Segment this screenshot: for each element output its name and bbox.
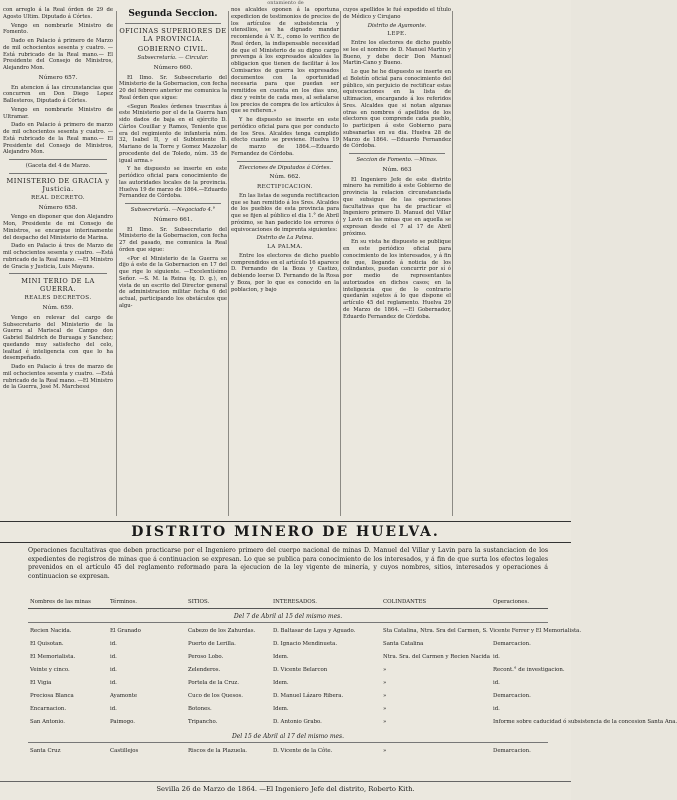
column-rule [452,11,453,516]
table-cell: D. Vicente de la Côte. [273,748,333,754]
paragraph: Dado en Palacio á tres de marzo de mil ochocientos sesenta y cuatro. —Está rubricado de la Real mano. —El Ministro de la Guerra, José M. Marchessi [3,364,113,391]
table-cell: » [383,667,387,673]
divider [9,159,107,160]
subsection-heading: Subsecretaría. —Negociado 4.° [130,207,216,213]
table-cell: Encarnacion. [30,706,67,712]
header-cell: Operaciones. [493,599,529,605]
table-cell: Santa Catalina [383,641,424,647]
table-cell: » [383,719,387,725]
paragraph: «Segun Reales órdenes trascritas á este Ministerio por el de la Guerra han sido dados de baja en el ejército D. Cárlos Couillar y Ramos, Teniente que era del regimiento de infantería núm. 32, Isabel II, y el Subteniente D. Mariano de la Torre y Gomez Mazzolar procedente del de Toledo, núm. 35 de igual arma.» [119,103,227,164]
table-cell: Portela de la Cruz. [188,680,239,686]
table-header [28,596,548,609]
decree-number: Número 657. [38,74,78,81]
paragraph: Y he dispuesto se inserte en este periódico oficial para que por conducto de los Sres. Alcaldes tenga cumplido efecto cuanto se previene. Huelva 19 de marzo de 1864.—Eduardo Fernandez de Córdoba. [231,117,339,157]
table-row [28,746,548,756]
decree-number: Número 658. [38,204,78,211]
paragraph: «Por el Ministerio de la Guerra se dijo á este de la Gobernacion en 17 del que rige lo siguiente. —Excelentísimo Señor. —S. M. la Reina (q. D. g.), en vista de un escrito del Director general de administracion militar fecha 6 del actual, participando los obstáculos que algu- [119,255,227,309]
table-cell: Castillejos [110,748,139,754]
table-row [28,665,565,675]
table-cell: Demarcacion. [493,748,531,754]
table-cell: El Vigia [30,680,52,686]
table-cell: El Quisotan. [30,641,64,647]
town-heading: LEPE. [387,31,407,38]
paragraph: El Ingeniero Jefe de este distrito minero ha remitido á este Gobierno de provincia la relacion circunstanciada que subsigue de las operaciones facultativas que ha de practicar el Ingeniero primero D. Manuel del Villar y Lavin en las minas que en aquella se expresan desde el 7 al 17 de Abril próximo. [343,176,451,237]
table-cell: id. [110,680,117,686]
table-cell: Preciosa Blanca [30,693,74,699]
table-cell: » [383,748,387,754]
paragraph: Vengo en nombrarle Ministro de Fomento. [3,22,113,36]
table-cell: El Memorialista. [30,654,76,660]
table-row [28,704,548,714]
subsection-heading: Elecciones de Diputados á Córtes. [239,164,331,171]
footer-signature: Sevilla 26 de Marzo de 1864. —El Ingeniero Jefe del distrito, Roberto Kith. [0,781,571,794]
table-cell: Zelenderos. [188,667,221,673]
header-cell: SITIOS. [188,599,210,605]
table-row [28,717,677,727]
table-cell: Puerto de Lerilla. [188,641,236,647]
column-1 [3,7,113,520]
table-cell: Recien Nacida. [30,628,72,634]
table-cell: » [383,693,387,699]
column-4 [343,7,451,520]
table-cell: Paimogo. [110,719,135,725]
paragraph: Dado en Palacio á primero de Marzo de mil ochocientos sesenta y cuatro. —Está rubricado de la Real mano.— El Presidente del Consejo de Ministros, Alejandro Mon. [3,38,113,71]
paragraph: En las listas de segunda rectificacion que se han remitido á los Sres. Alcaldes de los pueblos de esta provincia para que se fijen al público el dia 1.° de Abril próximo, se han padecido los errores ó equivocaciones de imprenta siguientes: [231,192,339,233]
article-columns [3,7,568,520]
table-cell: Tripancho. [188,719,218,725]
district-heading: Distrito de La Palma. [256,235,314,242]
table-cell: Recont.° de investigacion. [493,667,565,673]
table-cell: Sta Catalina, Ntra. Sra del Carmen, S. Vicente Ferrer y El Memorialista. [383,628,582,634]
decree-number: Número 661. [153,216,193,223]
header-cell: INTERESADOS. [273,599,317,605]
office-heading: OFICINAS SUPERIORES DE LA PROVINCIA. [119,27,227,43]
ministry-heading: MINISTERIO DE GRACIA y Justicia. [6,176,110,193]
subsection-heading: Subsecretaría. — Circular. [137,55,209,61]
paragraph: con arreglo á la Real órden de 29 de Agosto Ultim. Diputado á Córtes. [3,7,113,20]
table-cell: Riscos de la Plazuela. [188,748,248,754]
column-rule [116,11,117,516]
column-3 [231,7,339,520]
column-rule [228,11,229,516]
table-cell: Idem. [273,680,289,686]
table-cell: Ntra. Sra. del Carmen y Recien Nacida [383,654,490,660]
divider [125,203,221,204]
table-cell: Informe sobre caducidad ó subsistencia de la concesion Santa Ana. [493,719,677,725]
town-heading: LA PALMA. [267,244,303,250]
paragraph: Dado en Palacio á primero de marzo de mil ochocientos sesenta y cuatro. —Está rubricado de la Real mano.— El Presidente del Consejo de Ministros, Alejandro Mon. [3,122,113,156]
paragraph: El Ilmo. Sr. Subsecretario del Ministerio de la Gobernacion, con fecha 27 del pasado, me comunica la Real órden que sigue: [119,226,227,253]
paragraph: Dado en Palacio á tres de Marzo de mil ochocientos sesenta y cuatro. —Está rubricado de la Real mano. —El Ministro de Gracia y Justicia, Luis Mayans. [3,243,113,270]
table-cell: Cabezo de los Zahurdas. [188,628,256,634]
column-2 [119,7,227,520]
divider [349,153,445,154]
table-cell: San Antonio. [30,719,65,725]
table-row [28,678,548,688]
divider [9,273,107,274]
government-heading: GOBIERNO CIVIL. [137,45,209,53]
table-cell: D. Antonio Grabo. [273,719,322,725]
paragraph: En su vista he dispuesto se publique en este periódico oficial para conocimiento de los interesados, y á fin de que, llegando á noticia de los colindantes, puedan concurrir por sí ó por medio de representantes autorizados en dichos casos; en la inteligencia que de lo contrario quedarán sujetos á lo que dispone el artículo 45 del reglamento. Huelva 29 de Marzo de 1864. —El Gobernador, Eduardo Fernandez de Córdoba. [343,239,451,320]
table-cell: Santa Cruz [30,748,61,754]
decree-number: Núm. 662. [269,174,301,181]
top-strip: ontamiento de [267,0,304,6]
table-row [28,639,548,649]
intro-paragraph: Operaciones facultativas que deben practicarse por el Ingeniero primero del cuerpo nacional de minas D. Manuel del Villar y Lavin para la sustanciacion de los expedientes de registros de minas que á continuacion se expresan. Lo que se publica para conocimiento de los interesados, y á fin de que surta los efectos legales prevenidos en el artículo 45 del reglamento reformado para la ejecucion de la ley vigente de minería, y cuyos nombres, sitios, interesados y operaciones á continuacion se expresan. [28,547,548,580]
paragraph: nos alcaldes oponen á la oportuna expedicion de testimonios de precios de los artículos de subsistencia y utensilios, se ha dignado mandar recomiende á V. E., como lo verifico de Real órden, la indispensable necesidad de que el Ministerio de su digno cargo prevenga á los expresados alcaldes la obligacion que tienen de facilitar á los Comisarios de guerra los expresados documentos con la oportunidad necesaria para que puedan ser remitidos en cuenta en los dias uno, diez y veinte de cada mes, al señalarse los precios de compra de los artículos á que se refieren.» [231,7,339,115]
header-cell: Términos. [110,599,137,605]
decree-number: Núm. 663 [382,166,412,173]
table-cell: Ayamonte [110,693,138,699]
decree-heading: REALES DECRETOS. [24,295,92,302]
table-cell: Demarcacion. [493,693,531,699]
paragraph: Vengo en disponer que don Alejandro Mon, Presidente de mi Consejo de Ministros, se encargue interinamente del despacho del Ministerio de Marina. [3,214,113,241]
decree-heading: REAL DECRETO. [31,194,85,201]
district-heading: Distrito de Ayamonte. [367,22,427,29]
table-cell: El Granado [110,628,141,634]
table-cell: Demarcacion. [493,641,531,647]
table-cell: D. Manuel Lázaro Ribera. [273,693,344,699]
paragraph: En atencion á las circunstancias que concurren en Don Diego Lopez Ballesteros, Diputado á Córtes. [3,84,113,104]
gazette-date: (Gaceta del 4 de Marzo. [25,163,91,169]
table-cell: D. Baltasar de Laya y Aguado. [273,628,356,634]
divider [125,23,221,24]
decree-number: Núm. 659. [42,305,74,311]
table-cell: id. [110,706,117,712]
decree-number: Número 660. [153,64,193,71]
paragraph: cuyos apellidos le fué expedido el título de Médico y Cirujano [343,7,451,20]
table-cell: » [383,706,387,712]
table-cell: Veinte y cinco. [30,667,70,673]
paragraph: Entre los electores de dicho pueblo se lee el nombre de D. Manuel Martin y Bueno, y debe decir Don Manuel Martin-Cano y Bueno. [343,40,451,67]
table-cell: » [383,680,387,686]
period-heading: Del 15 de Abril al 17 del mismo mes. [28,731,548,743]
table-cell: D. Ignacio Mendinueta. [273,641,338,647]
table-cell: Peroso Lobo. [188,654,224,660]
column-rule [340,11,341,516]
ministry-heading: MINI TERIO DE LA GUERRA. [21,277,95,294]
table-cell: id. [110,667,117,673]
period-heading: Del 7 de Abril al 15 del mismo mes. [28,611,548,623]
table-cell: Botones. [188,706,212,712]
table-cell: id. [110,654,117,660]
table-cell: id. [110,641,117,647]
header-cell: COLINDANTES [383,599,427,605]
district-banner: DISTRITO MINERO DE HUELVA. [0,521,571,543]
header-cell: Nombres de las minas [30,599,91,605]
divider [237,161,333,162]
table-cell: id. [493,706,500,712]
table-cell: Idem. [273,654,289,660]
table-cell: Idem. [273,706,289,712]
paragraph: Entre los electores de dicho pueblo comprendidos en el artículo 16 aparece D. Fernando de la Boza y Castizo, debiendo leerse D. Fernando de la Rosa y Boza, por lo que es conocido en la poblacion, y bajo [231,252,339,293]
table-cell: id. [493,680,500,686]
subsection-heading: Seccion de Fomento. —Minas. [356,157,438,163]
table-cell: Cuco de los Quesos. [188,693,243,699]
paragraph: Vengo en relevar del cargo de Subsecretario del Ministerio de la Guerra al Mariscal de Campo don Gabriel Baldrich de Buruaga y Sanchez; quedando muy satisfecho del celo, lealtad é inteligencia con que lo ha desempeñado. [3,314,113,362]
correction-heading: RECTIFICACION. [257,184,313,190]
table-cell: id. [493,654,500,660]
paragraph: Y he dispuesto se inserte en este periódico oficial para conocimiento de las autoridades locales de la provincia. Huelva 19 de marzo de 1864.—Eduardo Fernandez de Córdoba. [119,166,227,200]
section-title: Segunda Seccion. [128,9,218,19]
table-row [28,626,582,636]
paragraph: Lo que he he dispuesto se inserte en el Boletín oficial para conocimiento del público, sin perjuicio de rectificar estas equivocaciones en la lista de ultimacion, encargando á los referidos Sres. Alcaldes que si notan algunas otras en nombres ó apellidos de los electores que comprende cada pueblo, lo participen á este Gobierno para subsanarlas en su dia. Huelva 28 de Marzo de 1864. —Eduardo Fernandez de Córdoba. [343,69,451,150]
table-row [28,652,548,662]
paragraph: Vengo en nombrarle Ministro de Ultramar. [3,106,113,120]
table-row [28,691,548,701]
paragraph: El Ilmo. Sr. Subsecretario del Ministerio de la Gobernacion, con fecha 20 del febrero anterior me comunica la Real órden que sigue: [119,74,227,101]
divider [9,173,107,174]
table-cell: D. Vicente Belarcon [273,667,328,673]
